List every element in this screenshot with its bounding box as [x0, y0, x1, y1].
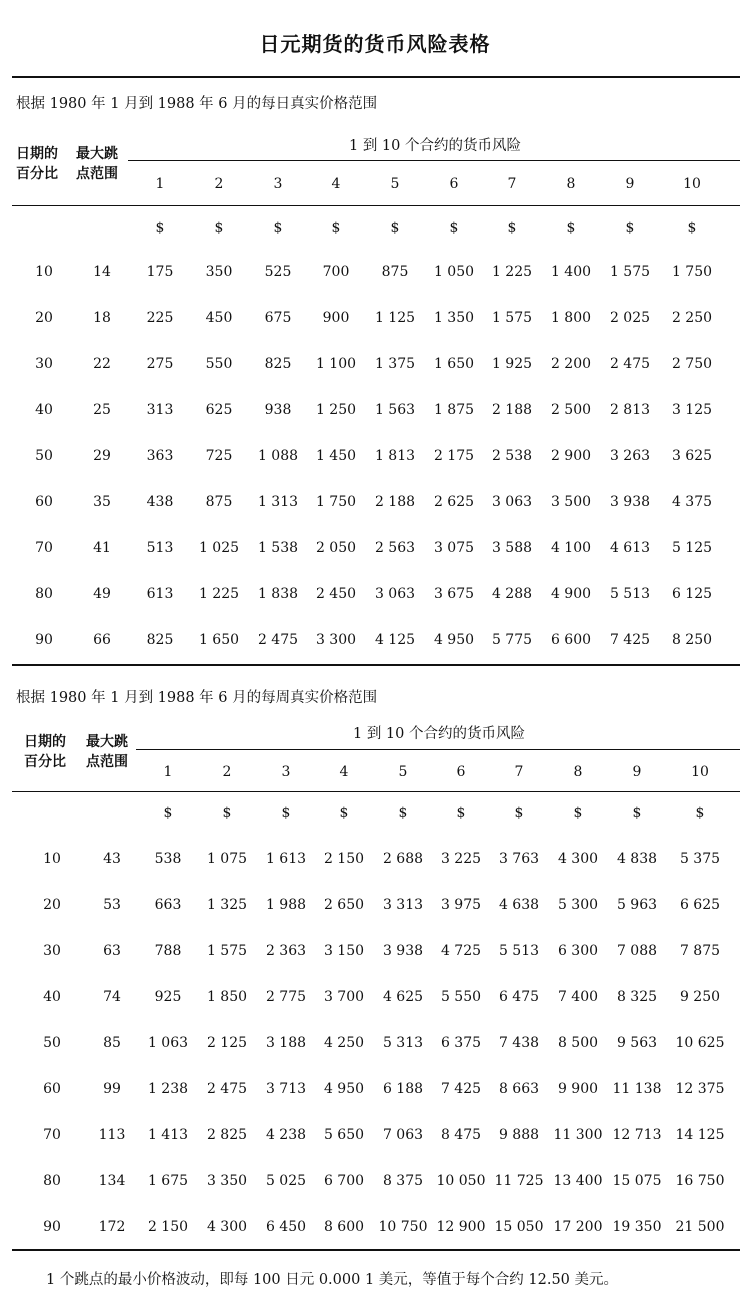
risk-value-cell: 12 900 [436, 1219, 486, 1235]
risk-value-cell: 7 438 [498, 1035, 540, 1051]
risk-value-cell: 3 125 [671, 402, 713, 418]
risk-value-cell: 438 [146, 494, 174, 510]
daily-section-heading: 根据 1980 年 1 月到 1988 年 6 月的每日真实价格范围 [16, 96, 378, 112]
risk-value-cell: 2 650 [323, 897, 365, 913]
contract-count-header: 3 [281, 764, 291, 780]
risk-value-cell: 4 900 [550, 586, 592, 602]
risk-value-cell: 3 300 [315, 632, 357, 648]
tick-range-cell: 18 [93, 310, 111, 326]
risk-value-cell: 5 025 [265, 1173, 307, 1189]
percent-cell: 30 [43, 943, 61, 959]
risk-value-cell: 4 300 [557, 851, 599, 867]
risk-value-cell: 675 [264, 310, 292, 326]
risk-value-cell: 2 825 [206, 1127, 248, 1143]
risk-value-cell: 7 875 [679, 943, 721, 959]
risk-value-cell: 2 150 [323, 851, 365, 867]
risk-value-cell: 1 988 [265, 897, 307, 913]
percent-cell: 70 [35, 540, 53, 556]
tick-range-cell: 74 [103, 989, 121, 1005]
risk-value-cell: 900 [322, 310, 350, 326]
risk-value-cell: 700 [322, 264, 350, 280]
risk-value-cell: 525 [264, 264, 292, 280]
risk-value-cell: 1 575 [491, 310, 533, 326]
risk-value-cell: 6 600 [550, 632, 592, 648]
risk-value-cell: 2 563 [374, 540, 416, 556]
risk-value-cell: 4 950 [323, 1081, 365, 1097]
risk-value-cell: 1 750 [315, 494, 357, 510]
risk-value-cell: 3 763 [498, 851, 540, 867]
contract-count-header: 2 [214, 176, 224, 192]
risk-value-cell: 1 413 [147, 1127, 189, 1143]
risk-value-cell: 8 475 [440, 1127, 482, 1143]
percent-cell: 50 [43, 1035, 61, 1051]
percent-header: 日期的 百分比 [16, 146, 58, 182]
risk-value-cell: 10 050 [436, 1173, 486, 1189]
dollar-sign: $ [566, 220, 576, 236]
risk-value-cell: 4 288 [491, 586, 533, 602]
risk-value-cell: 3 063 [374, 586, 416, 602]
risk-value-cell: 6 188 [382, 1081, 424, 1097]
tick-range-cell: 22 [93, 356, 111, 372]
group-underline [128, 160, 740, 161]
risk-value-cell: 3 938 [609, 494, 651, 510]
tick-range-cell: 43 [103, 851, 121, 867]
risk-value-cell: 7 400 [557, 989, 599, 1005]
risk-value-cell: 3 350 [206, 1173, 248, 1189]
risk-value-cell: 725 [205, 448, 233, 464]
page-title: 日元期货的货币风险表格 [259, 32, 491, 56]
risk-value-cell: 2 450 [315, 586, 357, 602]
risk-value-cell: 7 088 [616, 943, 658, 959]
risk-value-cell: 1 925 [491, 356, 533, 372]
risk-value-cell: 12 713 [612, 1127, 662, 1143]
risk-value-cell: 513 [146, 540, 174, 556]
tick-range-cell: 172 [98, 1219, 126, 1235]
risk-value-cell: 1 750 [671, 264, 713, 280]
tick-range-header: 最大跳 点范围 [76, 146, 118, 182]
risk-value-cell: 3 625 [671, 448, 713, 464]
risk-value-cell: 5 963 [616, 897, 658, 913]
risk-value-cell: 3 675 [433, 586, 475, 602]
risk-value-cell: 4 638 [498, 897, 540, 913]
risk-value-cell: 8 663 [498, 1081, 540, 1097]
risk-value-cell: 1 313 [257, 494, 299, 510]
percent-cell: 70 [43, 1127, 61, 1143]
risk-value-cell: 9 250 [679, 989, 721, 1005]
dollar-sign: $ [390, 220, 400, 236]
percent-cell: 60 [43, 1081, 61, 1097]
risk-value-cell: 4 125 [374, 632, 416, 648]
dollar-sign: $ [449, 220, 459, 236]
risk-value-cell: 1 613 [265, 851, 307, 867]
risk-value-cell: 3 063 [491, 494, 533, 510]
contract-count-header: 8 [573, 764, 583, 780]
risk-value-cell: 788 [154, 943, 182, 959]
risk-value-cell: 2 475 [206, 1081, 248, 1097]
risk-value-cell: 3 188 [265, 1035, 307, 1051]
risk-value-cell: 5 650 [323, 1127, 365, 1143]
risk-value-cell: 6 700 [323, 1173, 365, 1189]
dollar-sign: $ [456, 805, 466, 821]
risk-value-cell: 5 125 [671, 540, 713, 556]
percent-cell: 60 [35, 494, 53, 510]
risk-value-cell: 5 550 [440, 989, 482, 1005]
dollar-sign: $ [163, 805, 173, 821]
contract-count-header: 5 [390, 176, 400, 192]
contract-count-header: 8 [566, 176, 576, 192]
risk-value-cell: 2 813 [609, 402, 651, 418]
risk-value-cell: 1 538 [257, 540, 299, 556]
risk-value-cell: 3 588 [491, 540, 533, 556]
risk-value-cell: 16 750 [675, 1173, 725, 1189]
tick-range-header: 最大跳 点范围 [86, 734, 128, 770]
dollar-sign: $ [695, 805, 705, 821]
risk-value-cell: 2 775 [265, 989, 307, 1005]
risk-value-cell: 5 775 [491, 632, 533, 648]
risk-value-cell: 625 [205, 402, 233, 418]
risk-value-cell: 450 [205, 310, 233, 326]
risk-value-cell: 4 950 [433, 632, 475, 648]
risk-value-cell: 2 200 [550, 356, 592, 372]
risk-value-cell: 4 100 [550, 540, 592, 556]
risk-value-cell: 3 075 [433, 540, 475, 556]
risk-value-cell: 3 938 [382, 943, 424, 959]
risk-value-cell: 2 150 [147, 1219, 189, 1235]
contract-count-header: 5 [398, 764, 408, 780]
risk-value-cell: 2 188 [491, 402, 533, 418]
dollar-sign: $ [339, 805, 349, 821]
tick-range-cell: 99 [103, 1081, 121, 1097]
currency-risk-group-title: 1 到 10 个合约的货币风险 [352, 726, 525, 742]
risk-value-cell: 2 050 [315, 540, 357, 556]
risk-value-cell: 12 375 [675, 1081, 725, 1097]
risk-value-cell: 13 400 [553, 1173, 603, 1189]
contract-count-header: 4 [339, 764, 349, 780]
contract-count-header: 4 [331, 176, 341, 192]
tick-range-cell: 29 [93, 448, 111, 464]
header-rule [12, 791, 740, 792]
risk-value-cell: 1 800 [550, 310, 592, 326]
risk-value-cell: 1 850 [206, 989, 248, 1005]
risk-value-cell: 4 250 [323, 1035, 365, 1051]
risk-value-cell: 1 075 [206, 851, 248, 867]
risk-value-cell: 1 250 [315, 402, 357, 418]
risk-value-cell: 17 200 [553, 1219, 603, 1235]
risk-value-cell: 7 425 [609, 632, 651, 648]
risk-value-cell: 3 700 [323, 989, 365, 1005]
risk-value-cell: 2 175 [433, 448, 475, 464]
risk-value-cell: 1 813 [374, 448, 416, 464]
weekly-section-heading: 根据 1980 年 1 月到 1988 年 6 月的每周真实价格范围 [16, 690, 378, 706]
risk-value-cell: 1 025 [198, 540, 240, 556]
tick-range-cell: 134 [98, 1173, 126, 1189]
risk-value-cell: 6 475 [498, 989, 540, 1005]
risk-value-cell: 5 513 [498, 943, 540, 959]
risk-value-cell: 1 100 [315, 356, 357, 372]
contract-count-header: 9 [625, 176, 635, 192]
tick-range-cell: 113 [98, 1127, 126, 1143]
risk-value-cell: 825 [264, 356, 292, 372]
risk-value-cell: 8 325 [616, 989, 658, 1005]
middle-rule [12, 664, 740, 666]
risk-value-cell: 1 450 [315, 448, 357, 464]
risk-value-cell: 925 [154, 989, 182, 1005]
risk-value-cell: 2 125 [206, 1035, 248, 1051]
risk-value-cell: 2 188 [374, 494, 416, 510]
risk-value-cell: 1 225 [198, 586, 240, 602]
risk-value-cell: 6 300 [557, 943, 599, 959]
top-rule [12, 76, 740, 78]
risk-value-cell: 10 750 [378, 1219, 428, 1235]
risk-value-cell: 9 563 [616, 1035, 658, 1051]
contract-count-header: 6 [449, 176, 459, 192]
percent-cell: 40 [35, 402, 53, 418]
risk-value-cell: 10 625 [675, 1035, 725, 1051]
tick-range-cell: 66 [93, 632, 111, 648]
risk-value-cell: 225 [146, 310, 174, 326]
percent-cell: 10 [43, 851, 61, 867]
risk-value-cell: 2 475 [609, 356, 651, 372]
risk-value-cell: 663 [154, 897, 182, 913]
risk-value-cell: 2 538 [491, 448, 533, 464]
risk-value-cell: 2 688 [382, 851, 424, 867]
risk-value-cell: 938 [264, 402, 292, 418]
risk-value-cell: 3 313 [382, 897, 424, 913]
risk-value-cell: 875 [205, 494, 233, 510]
contract-count-header: 9 [632, 764, 642, 780]
risk-value-cell: 1 875 [433, 402, 475, 418]
contract-count-header: 1 [163, 764, 173, 780]
risk-value-cell: 5 375 [679, 851, 721, 867]
percent-cell: 40 [43, 989, 61, 1005]
currency-risk-group-title: 1 到 10 个合约的货币风险 [348, 138, 521, 154]
contract-count-header: 7 [507, 176, 517, 192]
risk-value-cell: 2 750 [671, 356, 713, 372]
percent-header: 日期的 百分比 [24, 734, 66, 770]
risk-value-cell: 1 238 [147, 1081, 189, 1097]
risk-value-cell: 4 238 [265, 1127, 307, 1143]
risk-value-cell: 1 325 [206, 897, 248, 913]
dollar-sign: $ [507, 220, 517, 236]
dollar-sign: $ [273, 220, 283, 236]
risk-value-cell: 1 400 [550, 264, 592, 280]
risk-value-cell: 2 475 [257, 632, 299, 648]
risk-value-cell: 275 [146, 356, 174, 372]
tick-range-cell: 85 [103, 1035, 121, 1051]
dollar-sign: $ [281, 805, 291, 821]
risk-value-cell: 14 125 [675, 1127, 725, 1143]
percent-cell: 90 [43, 1219, 61, 1235]
risk-value-cell: 11 725 [494, 1173, 544, 1189]
risk-value-cell: 3 225 [440, 851, 482, 867]
risk-value-cell: 2 363 [265, 943, 307, 959]
dollar-sign: $ [331, 220, 341, 236]
risk-value-cell: 8 500 [557, 1035, 599, 1051]
dollar-sign: $ [155, 220, 165, 236]
risk-value-cell: 175 [146, 264, 174, 280]
risk-value-cell: 1 838 [257, 586, 299, 602]
risk-value-cell: 3 500 [550, 494, 592, 510]
contract-count-header: 10 [691, 764, 709, 780]
risk-value-cell: 538 [154, 851, 182, 867]
risk-value-cell: 1 650 [433, 356, 475, 372]
risk-value-cell: 2 500 [550, 402, 592, 418]
risk-value-cell: 7 063 [382, 1127, 424, 1143]
risk-value-cell: 1 563 [374, 402, 416, 418]
percent-cell: 90 [35, 632, 53, 648]
risk-value-cell: 875 [381, 264, 409, 280]
contract-count-header: 10 [683, 176, 701, 192]
risk-value-cell: 1 375 [374, 356, 416, 372]
risk-value-cell: 3 263 [609, 448, 651, 464]
risk-value-cell: 6 375 [440, 1035, 482, 1051]
risk-value-cell: 11 300 [553, 1127, 603, 1143]
risk-value-cell: 6 450 [265, 1219, 307, 1235]
risk-value-cell: 2 625 [433, 494, 475, 510]
risk-value-cell: 2 900 [550, 448, 592, 464]
risk-value-cell: 8 600 [323, 1219, 365, 1235]
risk-value-cell: 1 675 [147, 1173, 189, 1189]
dollar-sign: $ [632, 805, 642, 821]
header-rule [12, 205, 740, 206]
risk-value-cell: 15 075 [612, 1173, 662, 1189]
footnote: 1 个跳点的最小价格波动，即每 100 日元 0.000 1 美元，等值于每个合约 12.50 美元。 [46, 1272, 619, 1288]
risk-value-cell: 15 050 [494, 1219, 544, 1235]
risk-value-cell: 825 [146, 632, 174, 648]
contract-count-header: 6 [456, 764, 466, 780]
risk-value-cell: 7 425 [440, 1081, 482, 1097]
risk-value-cell: 2 250 [671, 310, 713, 326]
risk-value-cell: 19 350 [612, 1219, 662, 1235]
contract-count-header: 1 [155, 176, 165, 192]
tick-range-cell: 35 [93, 494, 111, 510]
risk-value-cell: 5 313 [382, 1035, 424, 1051]
risk-value-cell: 1 088 [257, 448, 299, 464]
risk-value-cell: 21 500 [675, 1219, 725, 1235]
risk-value-cell: 5 300 [557, 897, 599, 913]
risk-value-cell: 3 975 [440, 897, 482, 913]
risk-value-cell: 3 150 [323, 943, 365, 959]
risk-value-cell: 4 838 [616, 851, 658, 867]
percent-cell: 50 [35, 448, 53, 464]
risk-value-cell: 6 125 [671, 586, 713, 602]
risk-value-cell: 1 063 [147, 1035, 189, 1051]
dollar-sign: $ [214, 220, 224, 236]
risk-value-cell: 313 [146, 402, 174, 418]
risk-value-cell: 5 513 [609, 586, 651, 602]
risk-value-cell: 1 125 [374, 310, 416, 326]
risk-value-cell: 363 [146, 448, 174, 464]
dollar-sign: $ [514, 805, 524, 821]
dollar-sign: $ [573, 805, 583, 821]
tick-range-cell: 14 [93, 264, 111, 280]
risk-value-cell: 1 350 [433, 310, 475, 326]
percent-cell: 80 [43, 1173, 61, 1189]
risk-value-cell: 4 300 [206, 1219, 248, 1235]
percent-cell: 10 [35, 264, 53, 280]
risk-value-cell: 9 900 [557, 1081, 599, 1097]
risk-value-cell: 11 138 [612, 1081, 662, 1097]
dollar-sign: $ [625, 220, 635, 236]
percent-cell: 20 [35, 310, 53, 326]
risk-value-cell: 4 375 [671, 494, 713, 510]
risk-value-cell: 6 625 [679, 897, 721, 913]
risk-value-cell: 2 025 [609, 310, 651, 326]
contract-count-header: 3 [273, 176, 283, 192]
risk-value-cell: 4 725 [440, 943, 482, 959]
dollar-sign: $ [398, 805, 408, 821]
dollar-sign: $ [222, 805, 232, 821]
tick-range-cell: 53 [103, 897, 121, 913]
tick-range-cell: 63 [103, 943, 121, 959]
percent-cell: 80 [35, 586, 53, 602]
risk-value-cell: 8 250 [671, 632, 713, 648]
risk-value-cell: 1 050 [433, 264, 475, 280]
contract-count-header: 2 [222, 764, 232, 780]
risk-value-cell: 1 575 [609, 264, 651, 280]
risk-value-cell: 3 713 [265, 1081, 307, 1097]
risk-value-cell: 8 375 [382, 1173, 424, 1189]
risk-value-cell: 1 575 [206, 943, 248, 959]
tick-range-cell: 41 [93, 540, 111, 556]
contract-count-header: 7 [514, 764, 524, 780]
risk-value-cell: 1 650 [198, 632, 240, 648]
risk-value-cell: 550 [205, 356, 233, 372]
tick-range-cell: 49 [93, 586, 111, 602]
percent-cell: 30 [35, 356, 53, 372]
group-underline [136, 749, 740, 750]
percent-cell: 20 [43, 897, 61, 913]
risk-value-cell: 613 [146, 586, 174, 602]
risk-value-cell: 4 613 [609, 540, 651, 556]
risk-value-cell: 4 625 [382, 989, 424, 1005]
tick-range-cell: 25 [93, 402, 111, 418]
dollar-sign: $ [687, 220, 697, 236]
bottom-rule [12, 1249, 740, 1251]
risk-value-cell: 1 225 [491, 264, 533, 280]
risk-value-cell: 9 888 [498, 1127, 540, 1143]
risk-value-cell: 350 [205, 264, 233, 280]
